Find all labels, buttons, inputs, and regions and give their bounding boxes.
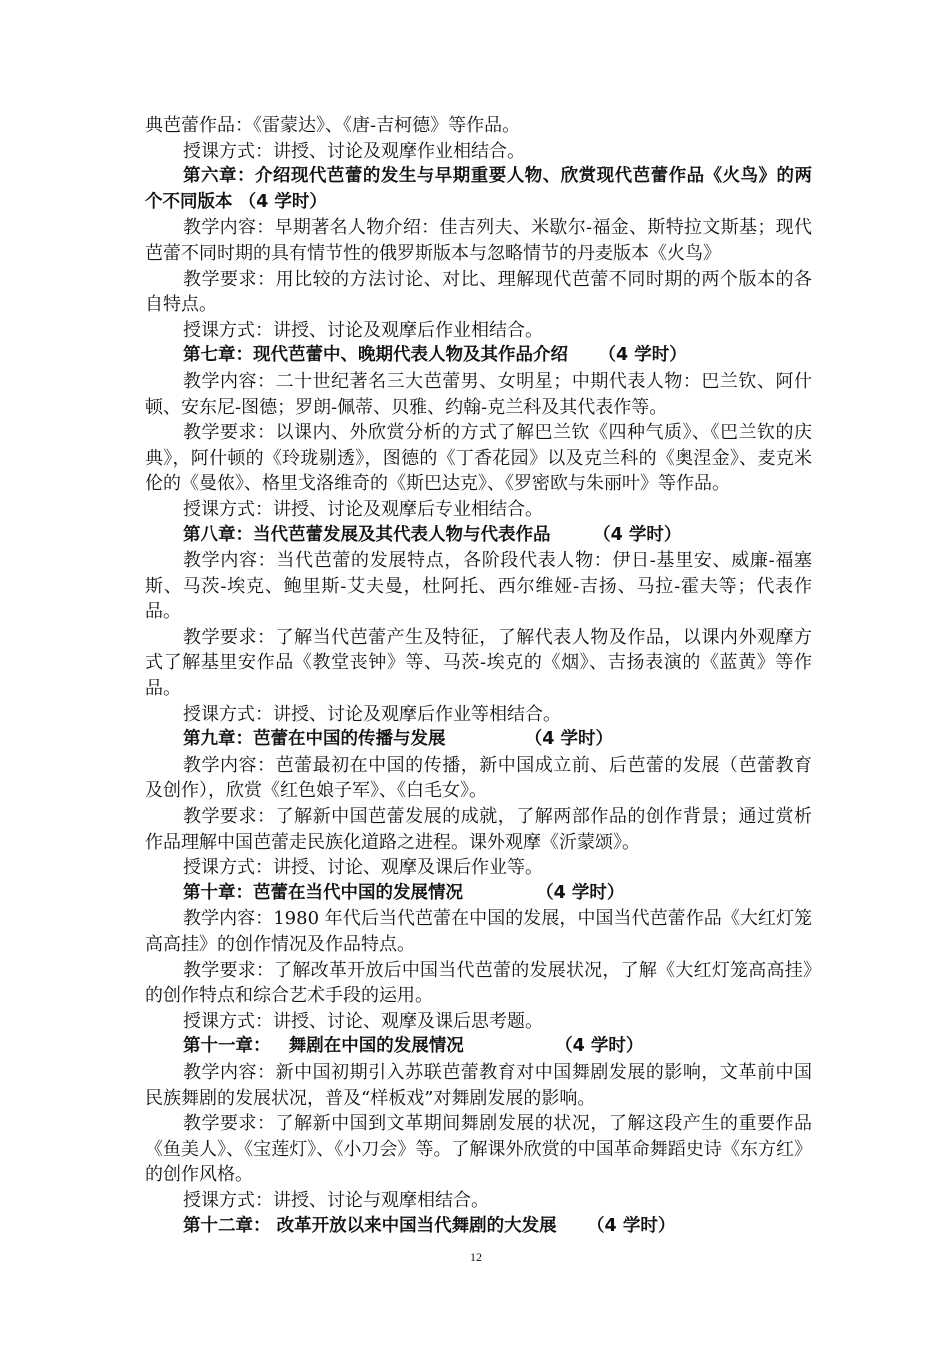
chapter-heading-7: 第七章：现代芭蕾中、晚期代表人物及其作品介绍 （4 学时）	[183, 345, 687, 366]
teaching-method: 授课方式：讲授、讨论及观摩作业相结合。	[183, 140, 525, 162]
teaching-content: 教学内容：1980 年代后当代芭蕾在中国的发展，中国当代芭蕾作品《大红灯笼高高挂》的创作情况及作品特点。	[145, 908, 812, 955]
teaching-method: 授课方式：讲授、讨论、观摩及课后作业等。	[183, 857, 543, 879]
teaching-content: 教学内容：二十世纪著名三大芭蕾男、女明星；中期代表人物：巴兰钦、阿什顿、安东尼-图德；罗朗-佩蒂、贝雅、约翰-克兰科及其代表作等。	[145, 370, 812, 418]
teaching-content: 教学内容：当代芭蕾的发展特点，各阶段代表人物：伊日-基里安、威廉-福塞斯、马茨-埃克、鲍里斯-艾夫曼，杜阿托、西尔维娅-吉扬、马拉-霍夫等；代表作品。	[145, 550, 812, 623]
chapter-heading-6: 第六章：介绍现代芭蕾的发生与早期重要人物、欣赏现代芭蕾作品《火鸟》的两个不同版本 （4 学时）	[145, 166, 812, 212]
teaching-requirement: 教学要求：以课内、外欣赏分析的方式了解巴兰钦《四种气质》、《巴兰钦的庆典》，阿什顿的《玲珑剔透》，图德的《丁香花园》以及克兰科的《奥涅金》、麦克米伦的《曼侬》、格里戈洛维奇的《斯巴达克》、《罗密欧与朱丽叶》等作品。	[145, 422, 812, 495]
chapter-heading-9: 第九章：芭蕾在中国的传播与发展 （4 学时）	[183, 729, 613, 750]
teaching-content: 教学内容：早期著名人物介绍：佳吉列夫、米歇尔-福金、斯特拉文斯基；现代芭蕾不同时期的具有情节性的俄罗斯版本与忽略情节的丹麦版本《火鸟》	[145, 217, 812, 264]
paragraph-body: 典芭蕾作品：《雷蒙达》、《唐-吉柯德》等作品。	[145, 115, 521, 136]
teaching-requirement: 教学要求：了解新中国芭蕾发展的成就，了解两部作品的创作背景；通过赏析作品理解中国芭蕾走民族化道路之进程。课外观摩《沂蒙颂》。	[145, 806, 812, 853]
teaching-content: 教学内容：新中国初期引入苏联芭蕾教育对中国舞剧发展的影响，文革前中国民族舞剧的发展状况，普及“样板戏”对舞剧发展的影响。	[145, 1061, 812, 1109]
teaching-method: 授课方式：讲授、讨论及观摩后作业等相结合。	[183, 703, 561, 725]
page-number: 12	[470, 1250, 482, 1264]
document-page	[145, 113, 812, 1239]
teaching-content: 教学内容：芭蕾最初在中国的传播，新中国成立前、后芭蕾的发展（芭蕾教育及创作），欣赏《红色娘子军》、《白毛女》。	[145, 754, 812, 802]
chapter-heading-12: 第十二章： 改革开放以来中国当代舞剧的大发展 （4 学时）	[183, 1215, 676, 1236]
teaching-method: 授课方式：讲授、讨论及观摩后专业相结合。	[183, 498, 543, 520]
teaching-requirement: 教学要求：了解当代芭蕾产生及特征，了解代表人物及作品，以课内外观摩方式了解基里安作品《教堂丧钟》等、马茨-埃克的《烟》、吉扬表演的《蓝黄》等作品。	[145, 626, 812, 700]
chapter-heading-8: 第八章：当代芭蕾发展及其代表人物与代表作品 （4 学时）	[183, 524, 682, 545]
chapter-heading-10: 第十章：芭蕾在当代中国的发展情况 （4 学时）	[183, 882, 625, 903]
teaching-method: 授课方式：讲授、讨论及观摩后作业相结合。	[183, 319, 543, 341]
teaching-method: 授课方式：讲授、讨论与观摩相结合。	[183, 1189, 489, 1211]
teaching-requirement: 教学要求：了解改革开放后中国当代芭蕾的发展状况，了解《大红灯笼高高挂》的创作特点和综合艺术手段的运用。	[145, 959, 812, 1007]
teaching-method: 授课方式：讲授、讨论、观摩及课后思考题。	[183, 1010, 543, 1032]
chapter-heading-11: 第十一章： 舞剧在中国的发展情况 （4 学时）	[183, 1036, 644, 1057]
teaching-requirement: 教学要求：了解新中国到文革期间舞剧发展的状况，了解这段产生的重要作品《鱼美人》、《宝莲灯》、《小刀会》等。了解课外欣赏的中国革命舞蹈史诗《东方红》的创作风格。	[145, 1113, 812, 1186]
teaching-requirement: 教学要求：用比较的方法讨论、对比、理解现代芭蕾不同时期的两个版本的各自特点。	[145, 268, 812, 316]
